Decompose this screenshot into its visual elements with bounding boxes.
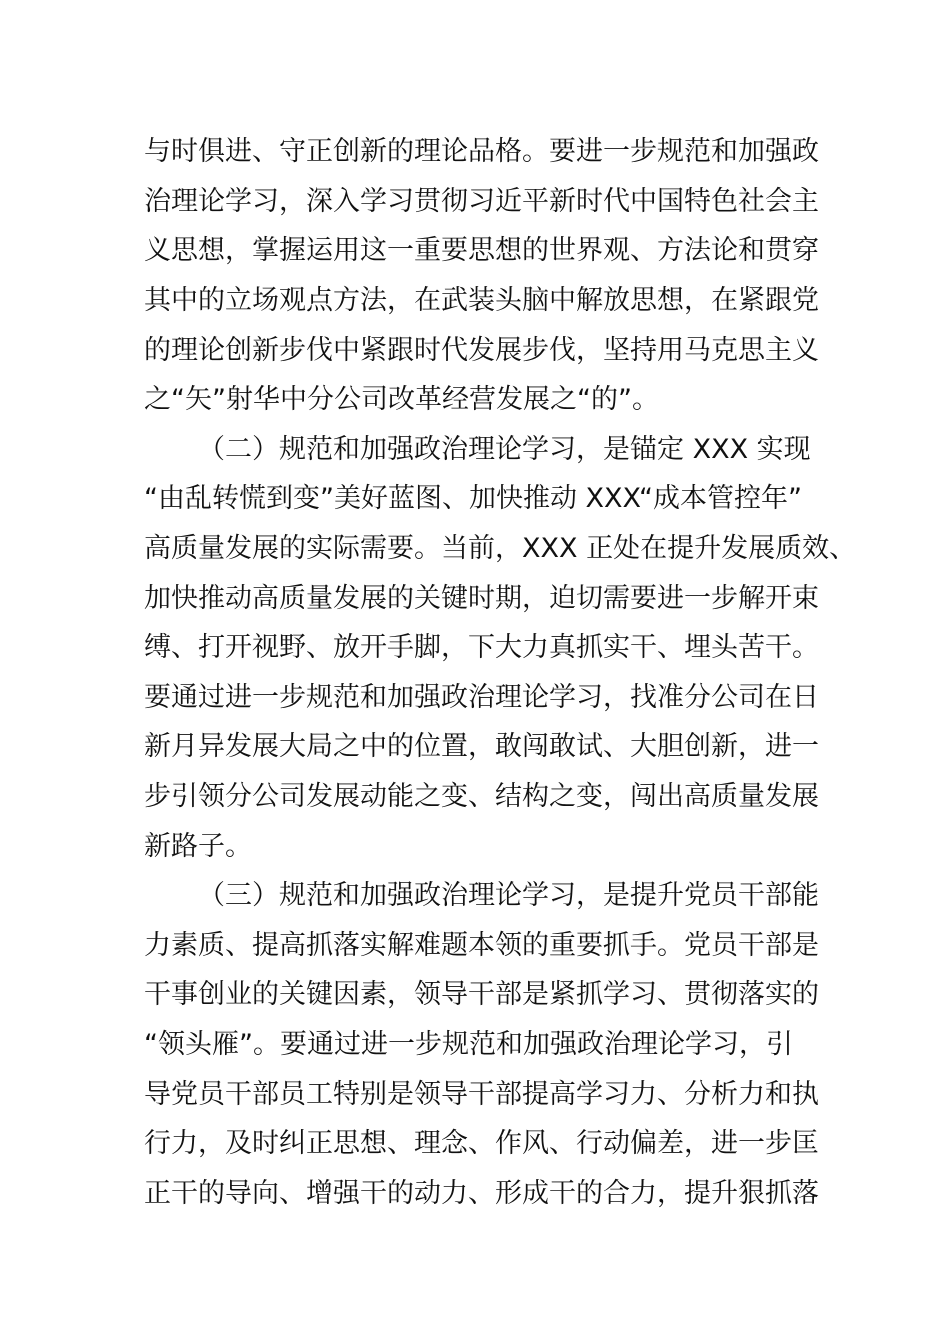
text-line: 新月异发展大局之中的位置，敢闯敢试、大胆创新，进一 bbox=[144, 731, 819, 762]
text-line: 治理论学习，深入学习贯彻习近平新时代中国特色社会主 bbox=[144, 186, 819, 217]
text-line: 加快推动高质量发展的关键时期，迫切需要进一步解开束 bbox=[144, 583, 819, 614]
text-line: 之“矢”射华中分公司改革经营发展之“的”。 bbox=[144, 384, 659, 415]
text-line: 新路子。 bbox=[144, 831, 252, 862]
text-line: 的理论创新步伐中紧跟时代发展步伐，坚持用马克思主义 bbox=[144, 335, 819, 366]
text-line: 步引领分公司发展动能之变、结构之变，闯出高质量发展 bbox=[144, 781, 819, 812]
text-line: 与时俱进、守正创新的理论品格。要进一步规范和加强政 bbox=[144, 136, 819, 167]
text-line: 力素质、提高抓落实解难题本领的重要抓手。党员干部是 bbox=[144, 930, 819, 961]
text-line: 缚、打开视野、放开手脚，下大力真抓实干、埋头苦干。 bbox=[144, 632, 819, 663]
text-line: 要通过进一步规范和加强政治理论学习，找准分公司在日 bbox=[144, 682, 819, 713]
text-line: 义思想，掌握运用这一重要思想的世界观、方法论和贯穿 bbox=[144, 235, 819, 266]
text-line: 正干的导向、增强干的动力、形成干的合力，提升狠抓落 bbox=[144, 1178, 819, 1209]
text-line: 导党员干部员工特别是领导干部提高学习力、分析力和执 bbox=[144, 1079, 819, 1110]
text-line: 行力，及时纠正思想、理念、作风、行动偏差，进一步匡 bbox=[144, 1128, 819, 1159]
text-line: 其中的立场观点方法，在武装头脑中解放思想，在紧跟党 bbox=[144, 285, 819, 316]
text-line: “领头雁”。要通过进一步规范和加强政治理论学习，引 bbox=[144, 1029, 793, 1060]
text-line: “由乱转慌到变”美好蓝图、加快推动 XXX“成本管控年” bbox=[144, 483, 802, 514]
paragraph-start-line: （三）规范和加强政治理论学习，是提升党员干部能 bbox=[198, 880, 819, 911]
paragraph-start-line: （二）规范和加强政治理论学习，是锚定 XXX 实现 bbox=[198, 434, 811, 465]
text-line: 干事创业的关键因素，领导干部是紧抓学习、贯彻落实的 bbox=[144, 979, 819, 1010]
text-line: 高质量发展的实际需要。当前，XXX 正处在提升发展质效、 bbox=[144, 533, 857, 564]
